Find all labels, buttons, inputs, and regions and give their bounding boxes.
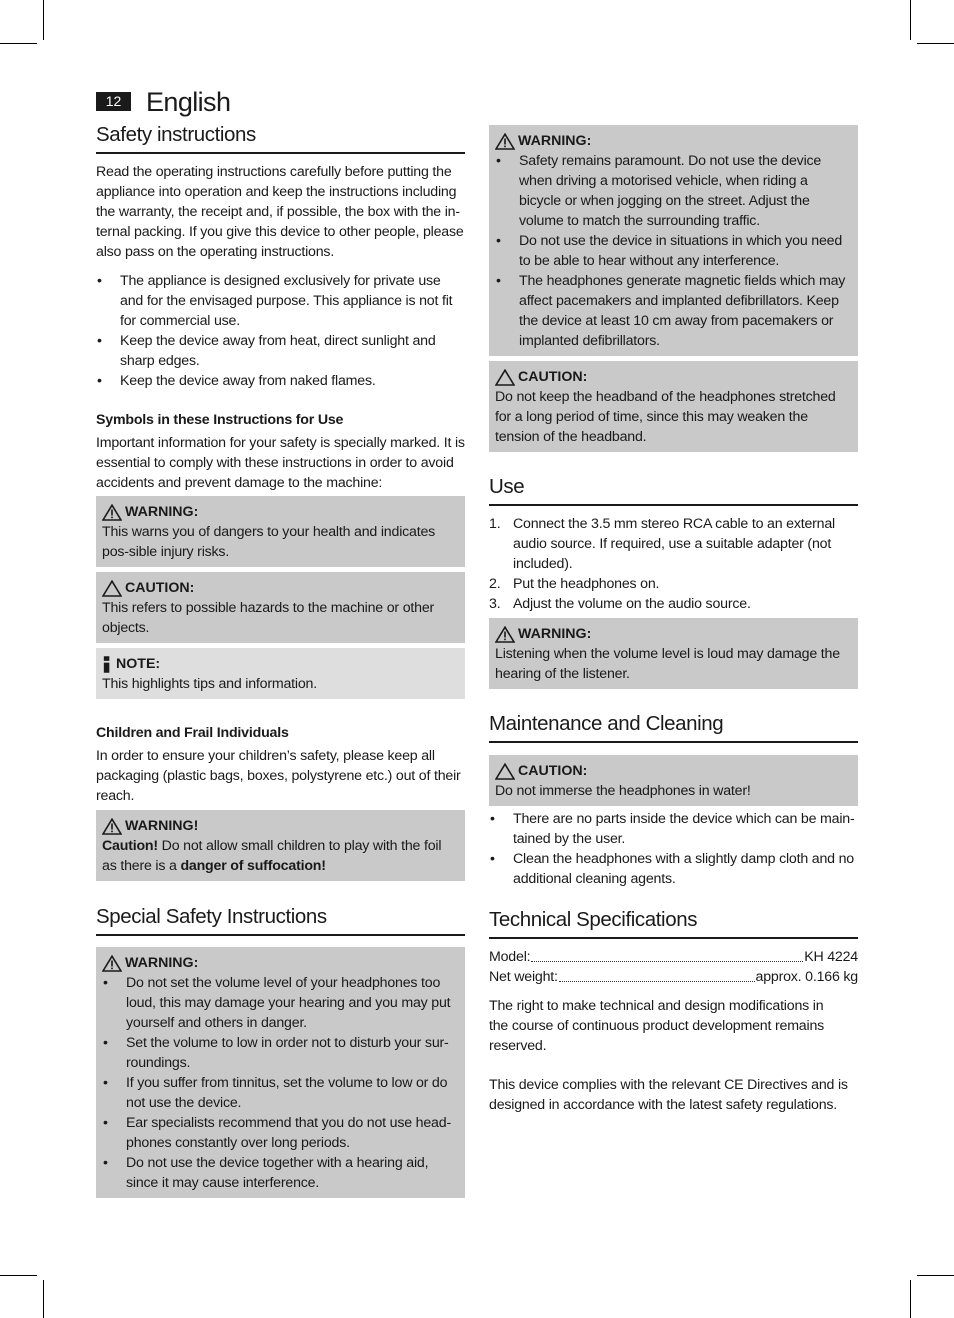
warning-text: Listening when the volume level is loud may damage the hearing of the listener.	[495, 646, 840, 682]
spec-value: KH 4224	[804, 949, 858, 965]
warning-triangle-icon	[102, 504, 122, 521]
step-number: 3.	[489, 596, 501, 612]
warning-box	[489, 125, 858, 356]
list-item: • Ear specialists recommend that you do not use head-phones constantly over long periods.	[102, 1113, 459, 1153]
safety-intro: Read the operating instructions carefully before putting the appliance into operation and keep the instructions including the warranty, the receipt and, if possible, the box with the in-ternal packing. If you give this device to other people, please also pass on the operating instructions.	[96, 164, 464, 260]
children-heading: Children and Frail Individuals	[96, 725, 289, 741]
warning-triangle-icon	[495, 626, 515, 643]
special-heading: Special Safety Instructions	[96, 904, 465, 936]
list-item	[489, 594, 858, 614]
caution-triangle-icon	[495, 369, 515, 386]
use-steps	[489, 514, 858, 614]
warning-title: WARNING!	[125, 818, 199, 834]
spec-row-weight	[489, 967, 858, 987]
use-heading: Use	[489, 474, 858, 506]
specs-text-modifications: The right to make technical and design modifications in the course of continuous product development remains reserved.	[489, 998, 825, 1054]
caution-box	[489, 361, 858, 452]
list-item: • The headphones generate magnetic fields which may affect pacemakers and implanted defibrillators. Keep the device at least 10 cm away from pacemakers or implanted defibrillators.	[495, 271, 852, 351]
note-title: NOTE:	[116, 656, 161, 672]
warning-triangle-icon	[102, 818, 122, 835]
warning-triangle-icon	[102, 955, 122, 972]
note-box	[96, 648, 465, 699]
special-warning-box	[96, 947, 465, 1198]
warning-title: WARNING:	[518, 133, 592, 149]
spec-value: approx. 0.166 kg	[755, 969, 858, 985]
spec-label: Model:	[489, 949, 531, 965]
symbols-heading: Symbols in these Instructions for Use	[96, 412, 344, 428]
step-text: Adjust the volume on the audio source.	[513, 596, 751, 612]
crop-mark	[917, 1275, 954, 1276]
step-text: Connect the 3.5 mm stereo RCA cable to an external audio source. If required, use a suitable adapter (not included).	[513, 516, 836, 572]
list-item: • Keep the device away from heat, direct sunlight and sharp edges.	[96, 331, 465, 371]
warning-bullets	[495, 151, 852, 351]
use-warning-box	[489, 618, 858, 689]
safety-bullets	[96, 271, 465, 391]
warning-box	[96, 496, 465, 567]
step-text: Put the headphones on.	[513, 576, 660, 592]
warning-text: This warns you of dangers to your health and indicates pos-sible injury risks.	[102, 524, 436, 560]
caution-triangle-icon	[495, 763, 515, 780]
step-number: 2.	[489, 576, 501, 592]
children-text: In order to ensure your children’s safety, please keep all packaging (plastic bags, boxes, polystyrene etc.) out of their reach.	[96, 748, 461, 804]
list-item: • Keep the device away from naked flames.	[96, 371, 465, 391]
note-text: This highlights tips and information.	[102, 676, 317, 692]
safety-heading: Safety instructions	[96, 122, 465, 154]
warning-title: WARNING:	[125, 955, 199, 971]
caution-box	[96, 572, 465, 643]
list-item: • Safety remains paramount. Do not use the device when driving a motorised vehicle, when riding a bicycle or when jogging on the street. Adjust the volume to match the surrounding traffic.	[495, 151, 852, 231]
warning-triangle-icon	[495, 133, 515, 150]
list-item	[489, 574, 858, 594]
caution-title: CAUTION:	[125, 580, 195, 596]
list-item: • The appliance is designed exclusively for private use and for the envisaged purpose. This appliance is not fit for commercial use.	[96, 271, 465, 331]
list-item: • Do not use the device together with a hearing aid, since it may cause interference.	[102, 1153, 459, 1193]
maintenance-caution-box	[489, 755, 858, 806]
crop-mark	[917, 43, 954, 44]
children-warning-text	[102, 836, 459, 876]
crop-mark	[43, 1280, 44, 1318]
spec-row-model	[489, 947, 858, 967]
caution-triangle-icon	[102, 580, 122, 597]
list-item: • There are no parts inside the device which can be main-tained by the user.	[489, 809, 858, 849]
list-item: • Clean the headphones with a slightly damp cloth and no additional cleaning agents.	[489, 849, 858, 889]
list-item: • Do not set the volume level of your headphones too loud, this may damage your hearing and you may put yourself and others in danger.	[102, 973, 459, 1033]
list-item: • Do not use the device in situations in which you need to be able to hear without any interference.	[495, 231, 852, 271]
warning-title: WARNING:	[125, 504, 199, 520]
maintenance-heading: Maintenance and Cleaning	[489, 711, 858, 743]
list-item: • If you suffer from tinnitus, set the volume to low or do not use the device.	[102, 1073, 459, 1113]
page-number: 12	[96, 92, 131, 111]
caution-text: Do not keep the headband of the headphones stretched for a long period of time, since this may weaken the tension of the headband.	[495, 389, 836, 445]
crop-mark	[910, 0, 911, 40]
special-bullets	[102, 973, 459, 1193]
crop-mark	[0, 43, 37, 44]
children-warning-box	[96, 810, 465, 881]
caution-title: CAUTION:	[518, 763, 588, 779]
caution-text: This refers to possible hazards to the machine or other objects.	[102, 600, 435, 636]
info-icon	[102, 656, 113, 673]
spec-label: Net weight:	[489, 969, 558, 985]
specs-heading: Technical Specifications	[489, 907, 858, 939]
caution-text: Do not immerse the headphones in water!	[495, 783, 751, 799]
step-number: 1.	[489, 516, 501, 532]
crop-mark	[910, 1280, 911, 1318]
page-title: English	[146, 87, 231, 117]
crop-mark	[0, 1275, 37, 1276]
caution-label: Caution!	[102, 838, 158, 854]
crop-mark	[43, 0, 44, 40]
maintenance-bullets	[489, 809, 858, 889]
caution-title: CAUTION:	[518, 369, 588, 385]
warning-text: Do not allow small children to play with the foil as there is a	[102, 838, 442, 874]
warning-title: WARNING:	[518, 626, 592, 642]
list-item: • Set the volume to low in order not to disturb your sur-roundings.	[102, 1033, 459, 1073]
warning-emphasis: danger of suffocation!	[180, 858, 326, 874]
symbols-text: Important information for your safety is specially marked. It is essential to comply with these instructions in order to avoid accidents and prevent damage to the machine:	[96, 435, 465, 491]
list-item	[489, 514, 858, 574]
specs-text-ce: This device complies with the relevant CE Directives and is designed in accordance with the latest safety regulations.	[489, 1077, 848, 1113]
